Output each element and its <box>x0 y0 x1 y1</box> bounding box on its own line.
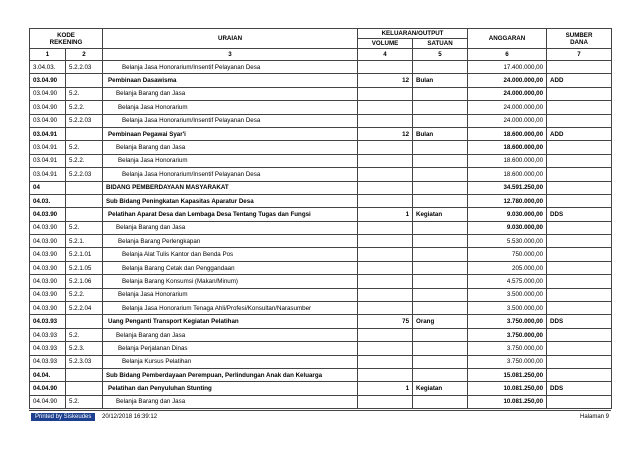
anggaran-cell: 34.591.250,00 <box>468 181 547 194</box>
uraian-cell: Belanja Barang Cetak dan Penggandaan <box>103 261 358 274</box>
rekening-cell: 5.2. <box>66 395 103 408</box>
table-row <box>30 154 612 167</box>
satuan-cell <box>413 141 468 154</box>
uraian-cell: Belanja Jasa Honorarium/Insentif Pelayanan Desa <box>103 114 358 127</box>
table-body <box>30 61 612 409</box>
dana-cell <box>547 288 612 301</box>
budget-table <box>29 28 612 409</box>
kode-cell: 04.03.90 <box>30 208 66 221</box>
table-row <box>30 221 612 234</box>
volume-cell: 1 <box>358 208 413 221</box>
kode-cell: 04.03.93 <box>30 328 66 341</box>
volume-cell <box>358 328 413 341</box>
dana-cell <box>547 395 612 408</box>
kode-cell: 04.04.90 <box>30 395 66 408</box>
uraian-cell: Belanja Barang Konsumsi (Makan/Minum) <box>103 275 358 288</box>
anggaran-cell: 3.750.000,00 <box>468 328 547 341</box>
kode-cell: 03.04.91 <box>30 141 66 154</box>
keluaran-header: KELUARAN/OUTPUT <box>358 29 468 39</box>
anggaran-cell: 3.500.000,00 <box>468 302 547 315</box>
rekening-cell <box>66 194 103 207</box>
uraian-cell: Belanja Kursus Pelatihan <box>103 355 358 368</box>
dana-cell <box>547 248 612 261</box>
kode-cell: 03.04.91 <box>30 168 66 181</box>
uraian-cell: Belanja Barang dan Jasa <box>103 87 358 100</box>
rekening-cell: 5.2.2. <box>66 288 103 301</box>
volume-cell <box>358 261 413 274</box>
kode-cell: 03.04.90 <box>30 114 66 127</box>
dana-cell <box>547 168 612 181</box>
satuan-cell <box>413 248 468 261</box>
volume-cell: 12 <box>358 127 413 140</box>
dana-cell <box>547 275 612 288</box>
dana-cell <box>547 181 612 194</box>
volume-cell <box>358 288 413 301</box>
uraian-cell: Belanja Perjalanan Dinas <box>103 342 358 355</box>
kode-cell: 04.03. <box>30 194 66 207</box>
kode-cell: 3.04.03. <box>30 61 66 74</box>
page-footer <box>29 410 611 423</box>
col-number: 5 <box>413 49 468 61</box>
kode-cell: 03.04.90 <box>30 87 66 100</box>
table-row <box>30 382 612 395</box>
rekening-cell: 5.2.1.06 <box>66 275 103 288</box>
satuan-cell <box>413 342 468 355</box>
kode-cell: 03.04.91 <box>30 127 66 140</box>
satuan-cell: Kegiatan <box>413 382 468 395</box>
table-row <box>30 101 612 114</box>
kode-rekening-header: KODE REKENING <box>30 29 103 49</box>
print-datetime: 20/12/2018 16:39:12 <box>102 414 158 420</box>
table-row <box>30 208 612 221</box>
rekening-cell <box>66 208 103 221</box>
volume-cell <box>358 368 413 381</box>
satuan-cell: Orang <box>413 315 468 328</box>
uraian-cell: Belanja Alat Tulis Kantor dan Benda Pos <box>103 248 358 261</box>
rekening-cell <box>66 382 103 395</box>
uraian-cell: BIDANG PEMBERDAYAAN MASYARAKAT <box>103 181 358 194</box>
col-number: 4 <box>358 49 413 61</box>
kode-cell: 03.04.90 <box>30 74 66 87</box>
anggaran-cell: 12.780.000,00 <box>468 194 547 207</box>
anggaran-cell: 750.000,00 <box>468 248 547 261</box>
volume-cell <box>358 154 413 167</box>
volume-cell: 1 <box>358 382 413 395</box>
anggaran-cell: 10.081.250,00 <box>468 395 547 408</box>
uraian-cell: Belanja Jasa Honorarium <box>103 101 358 114</box>
rekening-cell <box>66 368 103 381</box>
table-row <box>30 395 612 408</box>
rekening-cell: 5.2.2. <box>66 154 103 167</box>
page-number: Halaman 9 <box>579 414 609 420</box>
anggaran-cell: 18.600.000,00 <box>468 141 547 154</box>
volume-cell <box>358 395 413 408</box>
satuan-cell: Bulan <box>413 74 468 87</box>
anggaran-cell: 18.600.000,00 <box>468 154 547 167</box>
kode-cell: 03.04.91 <box>30 154 66 167</box>
anggaran-header: ANGGARAN <box>468 29 547 49</box>
dana-cell <box>547 87 612 100</box>
anggaran-cell: 24.000.000,00 <box>468 87 547 100</box>
uraian-cell: Belanja Jasa Honorarium <box>103 154 358 167</box>
table-row <box>30 74 612 87</box>
anggaran-cell: 4.575.000,00 <box>468 275 547 288</box>
anggaran-cell: 9.030.000,00 <box>468 208 547 221</box>
anggaran-cell: 17.400.000,00 <box>468 61 547 74</box>
rekening-cell: 5.2. <box>66 221 103 234</box>
col-number: 6 <box>468 49 547 61</box>
volume-header: VOLUME <box>358 39 413 49</box>
satuan-cell <box>413 288 468 301</box>
dana-cell <box>547 221 612 234</box>
rekening-cell <box>66 127 103 140</box>
anggaran-cell: 3.750.000,00 <box>468 342 547 355</box>
table-row <box>30 288 612 301</box>
table-row <box>30 168 612 181</box>
kode-cell: 04.03.93 <box>30 342 66 355</box>
satuan-cell: Kegiatan <box>413 208 468 221</box>
table-row <box>30 355 612 368</box>
dana-cell <box>547 61 612 74</box>
table-row <box>30 114 612 127</box>
uraian-cell: Belanja Jasa Honorarium/Insentif Pelayanan Desa <box>103 168 358 181</box>
volume-cell <box>358 221 413 234</box>
satuan-cell <box>413 355 468 368</box>
table-row <box>30 275 612 288</box>
kode-cell: 04 <box>30 181 66 194</box>
table-row <box>30 61 612 74</box>
volume-cell <box>358 235 413 248</box>
anggaran-cell: 5.530.000,00 <box>468 235 547 248</box>
dana-cell <box>547 302 612 315</box>
kode-cell: 04.03.93 <box>30 315 66 328</box>
kode-cell: 04.03.93 <box>30 355 66 368</box>
table-row <box>30 302 612 315</box>
uraian-cell: Uang Penganti Transport Kegiatan Pelatihan <box>103 315 358 328</box>
sumber-dana-header: SUMBER DANA <box>547 29 612 49</box>
satuan-cell <box>413 194 468 207</box>
uraian-cell: Belanja Barang Perlengkapan <box>103 235 358 248</box>
satuan-cell <box>413 275 468 288</box>
kode-cell: 04.04. <box>30 368 66 381</box>
rekening-cell: 5.2. <box>66 328 103 341</box>
dana-cell <box>547 355 612 368</box>
uraian-cell: Belanja Barang dan Jasa <box>103 395 358 408</box>
anggaran-cell: 24.000.000,00 <box>468 74 547 87</box>
table-row <box>30 141 612 154</box>
dana-cell <box>547 154 612 167</box>
anggaran-cell: 3.750.000,00 <box>468 355 547 368</box>
satuan-cell <box>413 181 468 194</box>
dana-cell <box>547 101 612 114</box>
table-row <box>30 127 612 140</box>
uraian-cell: Pelatihan dan Penyuluhan Stunting <box>103 382 358 395</box>
satuan-cell <box>413 168 468 181</box>
volume-cell <box>358 87 413 100</box>
table-row <box>30 342 612 355</box>
rekening-cell: 5.2.3.03 <box>66 355 103 368</box>
satuan-cell <box>413 87 468 100</box>
dana-cell <box>547 368 612 381</box>
table-row <box>30 248 612 261</box>
dana-cell <box>547 114 612 127</box>
rekening-cell: 5.2.2.03 <box>66 168 103 181</box>
volume-cell: 12 <box>358 74 413 87</box>
kode-cell: 04.03.90 <box>30 288 66 301</box>
dana-cell: DDS <box>547 382 612 395</box>
table-row <box>30 261 612 274</box>
uraian-cell: Belanja Jasa Honorarium Tenaga Ahli/Profesi/Konsultan/Narasumber <box>103 302 358 315</box>
volume-cell <box>358 355 413 368</box>
dana-cell <box>547 194 612 207</box>
satuan-cell <box>413 114 468 127</box>
uraian-cell: Sub Bidang Pemberdayaan Perempuan, Perlindungan Anak dan Keluarga <box>103 368 358 381</box>
rekening-cell: 5.2. <box>66 87 103 100</box>
satuan-cell <box>413 261 468 274</box>
rekening-cell: 5.2.2.03 <box>66 114 103 127</box>
table-row <box>30 181 612 194</box>
volume-cell <box>358 194 413 207</box>
table-row <box>30 235 612 248</box>
anggaran-cell: 3.500.000,00 <box>468 288 547 301</box>
dana-cell: ADD <box>547 74 612 87</box>
volume-cell <box>358 302 413 315</box>
table-row <box>30 315 612 328</box>
anggaran-cell: 3.750.000,00 <box>468 315 547 328</box>
satuan-cell <box>413 368 468 381</box>
satuan-cell <box>413 328 468 341</box>
anggaran-cell: 24.000.000,00 <box>468 101 547 114</box>
dana-cell <box>547 235 612 248</box>
satuan-cell <box>413 61 468 74</box>
satuan-cell <box>413 302 468 315</box>
dana-cell: ADD <box>547 127 612 140</box>
volume-cell <box>358 342 413 355</box>
col-number: 7 <box>547 49 612 61</box>
dana-cell <box>547 261 612 274</box>
uraian-cell: Belanja Jasa Honorarium/Insentif Pelayanan Desa <box>103 61 358 74</box>
volume-cell <box>358 248 413 261</box>
uraian-cell: Belanja Barang dan Jasa <box>103 141 358 154</box>
volume-cell <box>358 141 413 154</box>
table-row <box>30 368 612 381</box>
rekening-cell: 5.2.1.01 <box>66 248 103 261</box>
rekening-cell <box>66 181 103 194</box>
rekening-cell: 5.2.2.03 <box>66 61 103 74</box>
anggaran-cell: 15.081.250,00 <box>468 368 547 381</box>
kode-cell: 04.04.90 <box>30 382 66 395</box>
anggaran-cell: 205.000,00 <box>468 261 547 274</box>
anggaran-cell: 24.000.000,00 <box>468 114 547 127</box>
satuan-cell <box>413 221 468 234</box>
uraian-cell: Belanja Jasa Honorarium <box>103 288 358 301</box>
satuan-cell <box>413 154 468 167</box>
volume-cell <box>358 61 413 74</box>
satuan-cell <box>413 101 468 114</box>
dana-cell: DDS <box>547 208 612 221</box>
uraian-cell: Pembinaan Pegawai Syar'i <box>103 127 358 140</box>
col-number: 2 <box>66 49 103 61</box>
rekening-cell: 5.2.1. <box>66 235 103 248</box>
volume-cell <box>358 275 413 288</box>
dana-cell <box>547 328 612 341</box>
satuan-cell <box>413 235 468 248</box>
kode-cell: 04.03.90 <box>30 302 66 315</box>
rekening-cell <box>66 315 103 328</box>
anggaran-cell: 9.030.000,00 <box>468 221 547 234</box>
uraian-cell: Pelatihan Aparat Desa dan Lembaga Desa Tentang Tugas dan Fungsi <box>103 208 358 221</box>
volume-cell <box>358 168 413 181</box>
anggaran-cell: 18.600.000,00 <box>468 127 547 140</box>
table-row <box>30 194 612 207</box>
printed-by-badge: Printed by Siskeudes <box>31 413 95 421</box>
volume-cell: 75 <box>358 315 413 328</box>
anggaran-cell: 10.081.250,00 <box>468 382 547 395</box>
dana-cell <box>547 141 612 154</box>
kode-cell: 04.03.90 <box>30 248 66 261</box>
kode-cell: 03.04.90 <box>30 101 66 114</box>
table-row <box>30 328 612 341</box>
rekening-cell <box>66 74 103 87</box>
uraian-cell: Belanja Barang dan Jasa <box>103 221 358 234</box>
rekening-cell: 5.2.3. <box>66 342 103 355</box>
anggaran-cell: 18.600.000,00 <box>468 168 547 181</box>
table-row <box>30 87 612 100</box>
kode-cell: 04.03.90 <box>30 235 66 248</box>
satuan-cell <box>413 395 468 408</box>
volume-cell <box>358 181 413 194</box>
uraian-cell: Belanja Barang dan Jasa <box>103 328 358 341</box>
col-number: 1 <box>30 49 66 61</box>
volume-cell <box>358 101 413 114</box>
rekening-cell: 5.2.2. <box>66 101 103 114</box>
kode-cell: 04.03.90 <box>30 261 66 274</box>
kode-cell: 04.03.90 <box>30 275 66 288</box>
volume-cell <box>358 114 413 127</box>
dana-cell: DDS <box>547 315 612 328</box>
rekening-cell: 5.2.1.05 <box>66 261 103 274</box>
satuan-header: SATUAN <box>413 39 468 49</box>
rekening-cell: 5.2. <box>66 141 103 154</box>
col-number: 3 <box>103 49 358 61</box>
uraian-cell: Pembinaan Dasawisma <box>103 74 358 87</box>
dana-cell <box>547 342 612 355</box>
kode-cell: 04.03.90 <box>30 221 66 234</box>
satuan-cell: Bulan <box>413 127 468 140</box>
rekening-cell: 5.2.2.04 <box>66 302 103 315</box>
uraian-header: URAIAN <box>103 29 358 49</box>
uraian-cell: Sub Bidang Peningkatan Kapasitas Aparatur Desa <box>103 194 358 207</box>
